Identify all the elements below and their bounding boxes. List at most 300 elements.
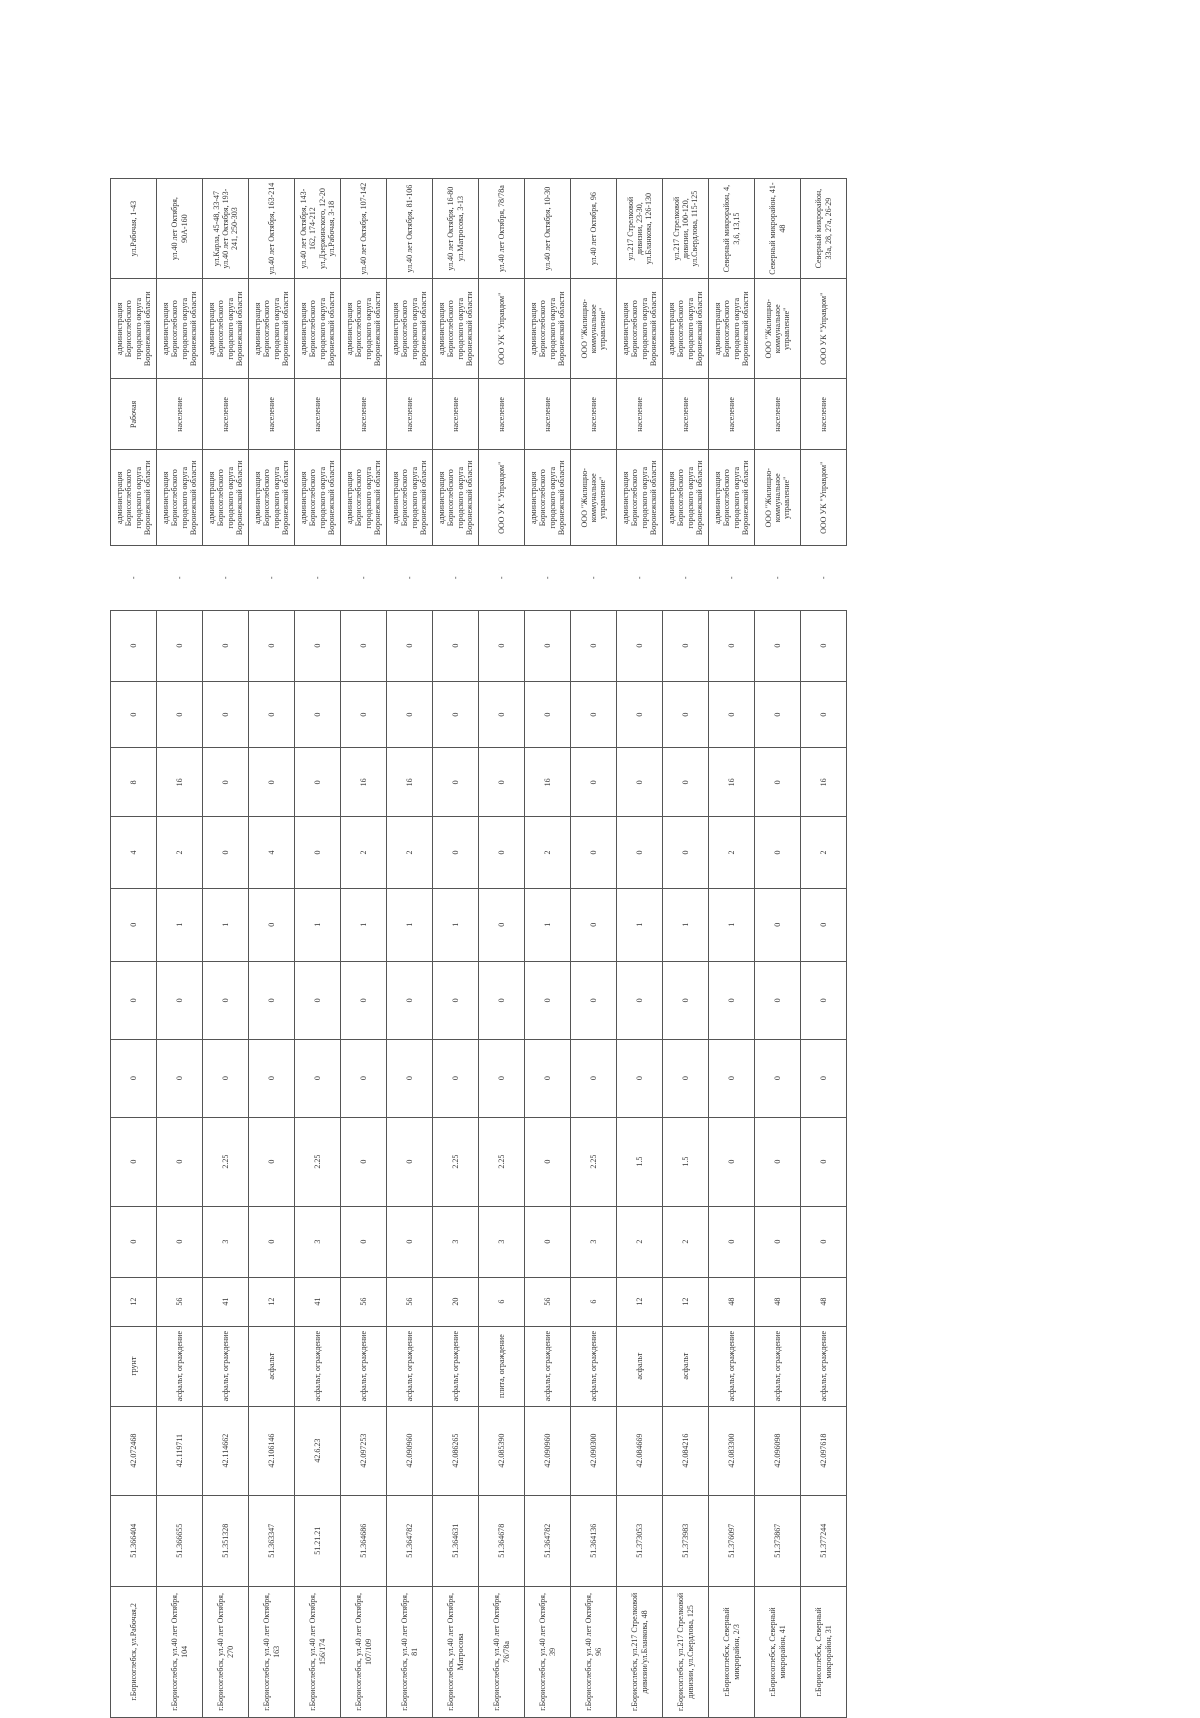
longitude: 42.083300 [709, 1406, 755, 1495]
waste-source-type: население [203, 379, 249, 450]
container-sites-table [110, 178, 847, 1718]
site-address: г.Борисоглебск, ул.40 лет Октября, 156/174 [295, 1586, 341, 1717]
waste-source-addresses: ул.40 лет Октября, 16-80 ул.Матросова, 3-13 [433, 179, 479, 279]
owner: администрация Борисоглебского городского округа Воронежской области [111, 450, 157, 546]
volume-col-e: 0 [571, 748, 617, 817]
count-col-f: 0 [249, 681, 295, 748]
surface-type: асфальт, ограждение [433, 1326, 479, 1406]
waste-source-owner: администрация Борисоглебского городского округа Воронежской области [203, 279, 249, 379]
container-count: 3 [571, 1206, 617, 1277]
volume-col-e: 0 [249, 748, 295, 817]
count-col-b: 0 [663, 961, 709, 1039]
volume-col-e: 0 [755, 748, 801, 817]
owner: администрация Борисоглебского городского округа Воронежской области [157, 450, 203, 546]
count-col-f: 0 [709, 681, 755, 748]
container-volume: 2.25 [295, 1117, 341, 1206]
waste-source-owner: администрация Борисоглебского городского округа Воронежской области [111, 279, 157, 379]
site-address: г.Борисоглебск, ул.217 Стрелковой дивизии/ул.Бланкова, 48 [617, 1586, 663, 1717]
table-row [249, 179, 295, 1718]
container-count: 0 [525, 1206, 571, 1277]
count-col-g: 0 [203, 610, 249, 681]
container-count: 0 [709, 1206, 755, 1277]
waste-source-type: население [617, 379, 663, 450]
count-col-f: 0 [111, 681, 157, 748]
surface-type: асфальт, ограждение [295, 1326, 341, 1406]
container-volume: 1.5 [617, 1117, 663, 1206]
volume-col-e: 0 [433, 748, 479, 817]
surface-type: асфальт, ограждение [157, 1326, 203, 1406]
site-address: г.Борисоглебск, Северный микрорайон, 31 [801, 1586, 847, 1717]
container-volume: 2.25 [571, 1117, 617, 1206]
volume-col-e: 16 [801, 748, 847, 817]
rotated-table-page [110, 178, 1090, 1718]
site-area: 56 [157, 1277, 203, 1326]
waste-source-addresses: ул.40 лет Октября, 96 [571, 179, 617, 279]
longitude: 42.114662 [203, 1406, 249, 1495]
count-col-g: 0 [709, 610, 755, 681]
owner: администрация Борисоглебского городского округа Воронежской области [525, 450, 571, 546]
waste-source-addresses: ул.40 лет Октября, 143-162, 174-212 ул.Дзержинского, 12-20 ул.Рабочая, 3-18 [295, 179, 341, 279]
waste-source-type: население [801, 379, 847, 450]
surface-type: асфальт [617, 1326, 663, 1406]
dash-cell: - [588, 576, 598, 580]
count-col-a: 0 [617, 1039, 663, 1117]
table-body [111, 179, 847, 1718]
latitude: 51.364782 [387, 1495, 433, 1586]
site-address: г.Борисоглебск, ул.40 лет Октября, Матросова [433, 1586, 479, 1717]
latitude: 51.363347 [249, 1495, 295, 1586]
count-col-g: 0 [157, 610, 203, 681]
waste-source-owner: администрация Борисоглебского городского округа Воронежской области [663, 279, 709, 379]
container-count: 3 [295, 1206, 341, 1277]
dash-cell: - [680, 576, 690, 580]
count-col-d: 4 [249, 817, 295, 888]
count-col-f: 0 [341, 681, 387, 748]
volume-col-e: 0 [203, 748, 249, 817]
container-count: 0 [111, 1206, 157, 1277]
longitude: 42.090300 [571, 1406, 617, 1495]
site-address: г.Борисоглебск, ул.40 лет Октября, 107/109 [341, 1586, 387, 1717]
volume-col-e: 16 [709, 748, 755, 817]
count-col-a: 0 [709, 1039, 755, 1117]
waste-source-type: население [525, 379, 571, 450]
count-col-f: 0 [433, 681, 479, 748]
latitude: 51.376097 [709, 1495, 755, 1586]
surface-type: асфальт, ограждение [571, 1326, 617, 1406]
count-col-a: 0 [663, 1039, 709, 1117]
table-row [617, 179, 663, 1718]
waste-source-type: население [341, 379, 387, 450]
count-col-g: 0 [249, 610, 295, 681]
count-col-c: 0 [571, 888, 617, 961]
waste-source-addresses: Северный микрорайон, 4, 3,6, 13,15 [709, 179, 755, 279]
volume-col-e: 16 [341, 748, 387, 817]
site-address: г.Борисоглебск, ул.217 Стрелковой дивизии, ул.Свердлова, 125 [663, 1586, 709, 1717]
longitude: 42.084216 [663, 1406, 709, 1495]
site-address: г.Борисоглебск, ул.40 лет Октября, 270 [203, 1586, 249, 1717]
waste-source-type: население [709, 379, 755, 450]
container-volume: 0 [387, 1117, 433, 1206]
longitude: 42.106146 [249, 1406, 295, 1495]
container-volume: 0 [801, 1117, 847, 1206]
count-col-a: 0 [571, 1039, 617, 1117]
count-col-d: 0 [295, 817, 341, 888]
site-area: 12 [249, 1277, 295, 1326]
container-volume: 0 [111, 1117, 157, 1206]
count-col-a: 0 [203, 1039, 249, 1117]
table-row [433, 179, 479, 1718]
surface-type: асфальт, ограждение [203, 1326, 249, 1406]
owner: администрация Борисоглебского городского округа Воронежской области [709, 450, 755, 546]
longitude: 42.097618 [801, 1406, 847, 1495]
site-area: 48 [709, 1277, 755, 1326]
latitude: 51.366655 [157, 1495, 203, 1586]
waste-source-addresses: ул.40 лет Октября, 163-214 [249, 179, 295, 279]
count-col-a: 0 [755, 1039, 801, 1117]
latitude: 51.351328 [203, 1495, 249, 1586]
count-col-a: 0 [295, 1039, 341, 1117]
waste-source-addresses: ул.217 Стрелковой дивизии, 100-120, ул.Свердлова, 115-125 [663, 179, 709, 279]
table-row [203, 179, 249, 1718]
volume-col-e: 0 [663, 748, 709, 817]
waste-source-owner: ООО "Жилищно-коммунальное управление" [571, 279, 617, 379]
count-col-f: 0 [295, 681, 341, 748]
site-area: 12 [663, 1277, 709, 1326]
count-col-g: 0 [433, 610, 479, 681]
waste-source-owner: администрация Борисоглебского городского округа Воронежской области [433, 279, 479, 379]
count-col-d: 2 [341, 817, 387, 888]
count-col-b: 0 [249, 961, 295, 1039]
longitude: 42.096098 [755, 1406, 801, 1495]
waste-source-owner: администрация Борисоглебского городского округа Воронежской области [525, 279, 571, 379]
count-col-b: 0 [479, 961, 525, 1039]
count-col-f: 0 [157, 681, 203, 748]
container-count: 0 [801, 1206, 847, 1277]
site-area: 41 [203, 1277, 249, 1326]
count-col-b: 0 [617, 961, 663, 1039]
count-col-d: 2 [801, 817, 847, 888]
count-col-d: 2 [387, 817, 433, 888]
waste-source-type: население [433, 379, 479, 450]
dash-cell: - [312, 576, 322, 580]
waste-source-addresses: ул.40 лет Октября, 90А-160 [157, 179, 203, 279]
site-address: г.Борисоглебск, ул.40 лет Октября, 81 [387, 1586, 433, 1717]
waste-source-addresses: ул.40 лет Октября, 10-30 [525, 179, 571, 279]
count-col-d: 2 [525, 817, 571, 888]
count-col-g: 0 [295, 610, 341, 681]
volume-col-e: 0 [617, 748, 663, 817]
count-col-c: 1 [433, 888, 479, 961]
waste-source-type: население [479, 379, 525, 450]
table-row [387, 179, 433, 1718]
dash-cell: - [726, 576, 736, 580]
longitude: 42.090960 [387, 1406, 433, 1495]
site-area: 56 [387, 1277, 433, 1326]
count-col-a: 0 [157, 1039, 203, 1117]
count-col-b: 0 [341, 961, 387, 1039]
waste-source-owner: ООО "Жилищно-коммунальное управление" [755, 279, 801, 379]
longitude: 42.097253 [341, 1406, 387, 1495]
longitude: 42.6.23 [295, 1406, 341, 1495]
latitude: 51.364782 [525, 1495, 571, 1586]
waste-source-type: население [755, 379, 801, 450]
site-area: 48 [755, 1277, 801, 1326]
container-count: 3 [479, 1206, 525, 1277]
owner: администрация Борисоглебского городского округа Воронежской области [663, 450, 709, 546]
count-col-d: 0 [479, 817, 525, 888]
count-col-c: 1 [295, 888, 341, 961]
count-col-c: 0 [801, 888, 847, 961]
count-col-d: 0 [571, 817, 617, 888]
waste-source-type: население [387, 379, 433, 450]
waste-source-type: Рабочая [111, 379, 157, 450]
container-volume: 0 [157, 1117, 203, 1206]
latitude: 51.21.21 [295, 1495, 341, 1586]
container-volume: 0 [709, 1117, 755, 1206]
waste-source-type: население [295, 379, 341, 450]
owner: ООО "Жилищно-коммунальное управление" [755, 450, 801, 546]
table-row [571, 179, 617, 1718]
table-row [801, 179, 847, 1718]
dash-cell: - [266, 576, 276, 580]
owner: ООО "Жилищно-коммунальное управление" [571, 450, 617, 546]
waste-source-addresses: ул.Рабочая, 1-43 [111, 179, 157, 279]
latitude: 51.377244 [801, 1495, 847, 1586]
container-count: 0 [755, 1206, 801, 1277]
count-col-g: 0 [525, 610, 571, 681]
volume-col-e: 0 [295, 748, 341, 817]
latitude: 51.373053 [617, 1495, 663, 1586]
count-col-b: 0 [801, 961, 847, 1039]
container-count: 0 [387, 1206, 433, 1277]
container-volume: 0 [341, 1117, 387, 1206]
container-volume: 0 [249, 1117, 295, 1206]
waste-source-owner: администрация Борисоглебского городского округа Воронежской области [387, 279, 433, 379]
count-col-c: 0 [479, 888, 525, 961]
waste-source-owner: ООО УК "Управдом" [479, 279, 525, 379]
count-col-c: 1 [709, 888, 755, 961]
waste-source-owner: администрация Борисоглебского городского округа Воронежской области [295, 279, 341, 379]
owner: ООО УК "Управдом" [801, 450, 847, 546]
count-col-b: 0 [111, 961, 157, 1039]
count-col-d: 0 [433, 817, 479, 888]
site-address: г.Борисоглебск, Северный микрорайон, 41 [755, 1586, 801, 1717]
surface-type: грунт [111, 1326, 157, 1406]
longitude: 42.090960 [525, 1406, 571, 1495]
dash-cell: - [542, 576, 552, 580]
container-count: 0 [341, 1206, 387, 1277]
count-col-a: 0 [111, 1039, 157, 1117]
waste-source-addresses: ул.Карла, 45-48, 33-47 ул.40 лет Октября, 193-241, 250-303 [203, 179, 249, 279]
surface-type: асфальт, ограждение [755, 1326, 801, 1406]
site-address: г.Борисоглебск, ул.40 лет Октября, 76/78а [479, 1586, 525, 1717]
count-col-c: 1 [203, 888, 249, 961]
count-col-g: 0 [801, 610, 847, 681]
count-col-b: 0 [433, 961, 479, 1039]
count-col-f: 0 [801, 681, 847, 748]
count-col-a: 0 [525, 1039, 571, 1117]
waste-source-type: население [571, 379, 617, 450]
count-col-f: 0 [755, 681, 801, 748]
waste-source-addresses: Северный микрорайон, 41-48 [755, 179, 801, 279]
volume-col-e: 16 [525, 748, 571, 817]
count-col-f: 0 [525, 681, 571, 748]
count-col-f: 0 [663, 681, 709, 748]
table-row [341, 179, 387, 1718]
owner: администрация Борисоглебского городского округа Воронежской области [433, 450, 479, 546]
owner: администрация Борисоглебского городского округа Воронежской области [295, 450, 341, 546]
container-volume: 1.5 [663, 1117, 709, 1206]
waste-source-addresses: ул.40 лет Октября, 81-106 [387, 179, 433, 279]
longitude: 42.085390 [479, 1406, 525, 1495]
count-col-d: 0 [663, 817, 709, 888]
dash-cell: - [220, 576, 230, 580]
waste-source-owner: администрация Борисоглебского городского округа Воронежской области [709, 279, 755, 379]
container-volume: 2.25 [479, 1117, 525, 1206]
count-col-g: 0 [663, 610, 709, 681]
count-col-g: 0 [571, 610, 617, 681]
owner: администрация Борисоглебского городского округа Воронежской области [617, 450, 663, 546]
count-col-g: 0 [341, 610, 387, 681]
count-col-a: 0 [801, 1039, 847, 1117]
owner: ООО УК "Управдом" [479, 450, 525, 546]
container-count: 3 [433, 1206, 479, 1277]
count-col-f: 0 [203, 681, 249, 748]
surface-type: асфальт [663, 1326, 709, 1406]
site-area: 6 [479, 1277, 525, 1326]
count-col-g: 0 [387, 610, 433, 681]
container-volume: 0 [755, 1117, 801, 1206]
table-row [755, 179, 801, 1718]
count-col-g: 0 [755, 610, 801, 681]
count-col-a: 0 [387, 1039, 433, 1117]
surface-type: асфальт, ограждение [341, 1326, 387, 1406]
count-col-f: 0 [387, 681, 433, 748]
count-col-a: 0 [341, 1039, 387, 1117]
site-area: 56 [525, 1277, 571, 1326]
dash-cell: - [128, 576, 138, 580]
waste-source-addresses: ул.40 лет Октября, 78/78а [479, 179, 525, 279]
longitude: 42.086265 [433, 1406, 479, 1495]
count-col-f: 0 [479, 681, 525, 748]
table-row [663, 179, 709, 1718]
site-area: 6 [571, 1277, 617, 1326]
site-address: г.Борисоглебск, ул.40 лет Октября, 163 [249, 1586, 295, 1717]
table-row [111, 179, 157, 1718]
dash-cell: - [496, 576, 506, 580]
volume-col-e: 16 [387, 748, 433, 817]
site-area: 12 [111, 1277, 157, 1326]
dash-cell: - [404, 576, 414, 580]
owner: администрация Борисоглебского городского округа Воронежской области [203, 450, 249, 546]
count-col-d: 4 [111, 817, 157, 888]
count-col-d: 0 [617, 817, 663, 888]
waste-source-owner: ООО УК "Управдом" [801, 279, 847, 379]
site-area: 12 [617, 1277, 663, 1326]
container-count: 2 [617, 1206, 663, 1277]
surface-type: асфальт, ограждение [525, 1326, 571, 1406]
site-area: 56 [341, 1277, 387, 1326]
container-count: 0 [249, 1206, 295, 1277]
table-row [295, 179, 341, 1718]
count-col-b: 0 [755, 961, 801, 1039]
dash-cell: - [818, 576, 828, 580]
count-col-c: 0 [111, 888, 157, 961]
volume-col-e: 16 [157, 748, 203, 817]
site-address: г.Борисоглебск, ул.40 лет Октября, 104 [157, 1586, 203, 1717]
container-volume: 0 [525, 1117, 571, 1206]
surface-type: асфальт, ограждение [387, 1326, 433, 1406]
count-col-b: 0 [295, 961, 341, 1039]
owner: администрация Борисоглебского городского округа Воронежской области [341, 450, 387, 546]
longitude: 42.119711 [157, 1406, 203, 1495]
waste-source-addresses: Северный микрорайон, 33а, 28, 27а, 26-29 [801, 179, 847, 279]
waste-source-owner: администрация Борисоглебского городского округа Воронежской области [249, 279, 295, 379]
surface-type: плита, ограждение [479, 1326, 525, 1406]
count-col-c: 1 [387, 888, 433, 961]
container-count: 2 [663, 1206, 709, 1277]
latitude: 51.373983 [663, 1495, 709, 1586]
longitude: 42.072468 [111, 1406, 157, 1495]
latitude: 51.364631 [433, 1495, 479, 1586]
count-col-b: 0 [387, 961, 433, 1039]
table-row [709, 179, 755, 1718]
table-row [157, 179, 203, 1718]
count-col-a: 0 [433, 1039, 479, 1117]
surface-type: асфальт, ограждение [801, 1326, 847, 1406]
count-col-g: 0 [479, 610, 525, 681]
waste-source-addresses: ул.40 лет Октября, 107-142 [341, 179, 387, 279]
site-address: г.Борисоглебск, ул.Рабочая,2 [111, 1586, 157, 1717]
site-area: 48 [801, 1277, 847, 1326]
volume-col-e: 8 [111, 748, 157, 817]
count-col-c: 0 [249, 888, 295, 961]
waste-source-owner: администрация Борисоглебского городского округа Воронежской области [157, 279, 203, 379]
latitude: 51.373867 [755, 1495, 801, 1586]
container-volume: 2.25 [433, 1117, 479, 1206]
site-address: г.Борисоглебск, ул.40 лет Октября, 39 [525, 1586, 571, 1717]
table-row [525, 179, 571, 1718]
count-col-b: 0 [157, 961, 203, 1039]
waste-source-type: население [663, 379, 709, 450]
latitude: 51.364678 [479, 1495, 525, 1586]
site-area: 41 [295, 1277, 341, 1326]
site-address: г.Борисоглебск, Северный микрорайон, 2/3 [709, 1586, 755, 1717]
count-col-b: 0 [709, 961, 755, 1039]
count-col-g: 0 [111, 610, 157, 681]
owner: администрация Борисоглебского городского округа Воронежской области [387, 450, 433, 546]
count-col-c: 1 [157, 888, 203, 961]
waste-source-owner: администрация Борисоглебского городского округа Воронежской области [341, 279, 387, 379]
waste-source-type: население [157, 379, 203, 450]
surface-type: асфальт, ограждение [709, 1326, 755, 1406]
count-col-c: 1 [341, 888, 387, 961]
count-col-b: 0 [525, 961, 571, 1039]
count-col-a: 0 [479, 1039, 525, 1117]
count-col-c: 1 [617, 888, 663, 961]
site-area: 20 [433, 1277, 479, 1326]
table-row [479, 179, 525, 1718]
surface-type: асфальт [249, 1326, 295, 1406]
count-col-d: 0 [203, 817, 249, 888]
count-col-c: 1 [663, 888, 709, 961]
count-col-d: 2 [709, 817, 755, 888]
waste-source-owner: администрация Борисоглебского городского округа Воронежской области [617, 279, 663, 379]
site-address: г.Борисоглебск, ул.40 лет Октября, 96 [571, 1586, 617, 1717]
dash-cell: - [358, 576, 368, 580]
count-col-d: 2 [157, 817, 203, 888]
longitude: 42.084669 [617, 1406, 663, 1495]
